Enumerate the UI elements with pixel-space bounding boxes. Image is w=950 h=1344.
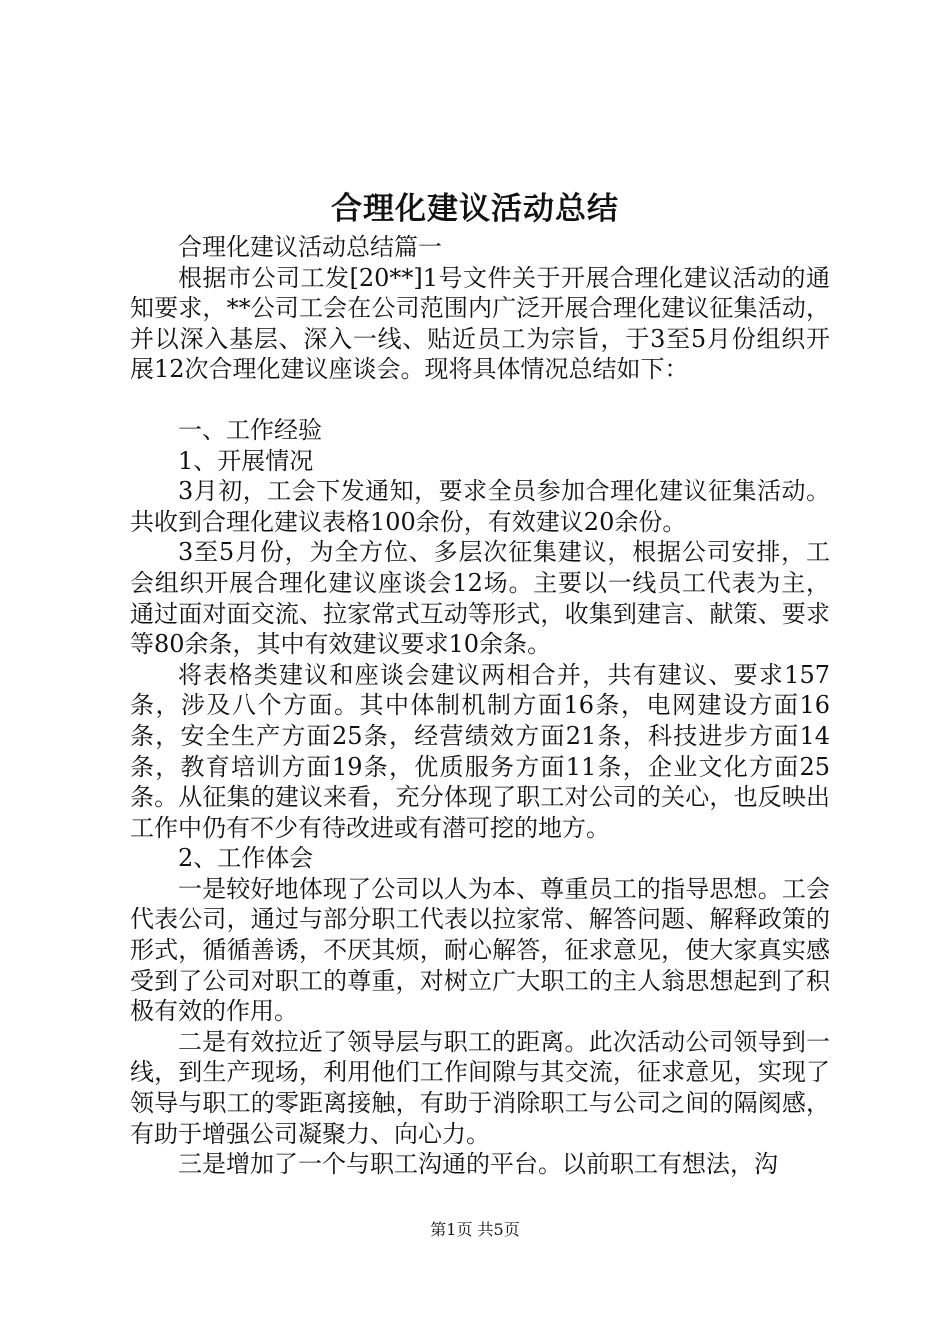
- page-number-footer: 第1页 共5页: [430, 1220, 520, 1239]
- paragraph-march: 3月初，工会下发通知，要求全员参加合理化建议征集活动。共收到合理化建议表格100余份，有效建议20余份。: [130, 477, 830, 536]
- heading-work-experience: 一、工作经验: [178, 415, 322, 444]
- paragraph-insight-one: 一是较好地体现了公司以人为本、尊重员工的指导思想。工会代表公司，通过与部分职工代表以拉家常、解答问题、解释政策的形式，循循善诱，不厌其烦，耐心解答，征求意见，使大家真实感受到了公司对职工的尊重，对树立广大职工的主人翁思想起到了积极有效的作用。: [130, 874, 830, 1026]
- document-body: [130, 232, 830, 1180]
- paragraph-insight-three: 三是增加了一个与职工沟通的平台。以前职工有想法，沟: [178, 1150, 778, 1179]
- paragraph-march-to-may: 3至5月份，为全方位、多层次征集建议，根据公司安排，工会组织开展合理化建议座谈会12场。主要以一线员工代表为主，通过面对面交流、拉家常式互动等形式，收集到建言、献策、要求等80余条，其中有效建议要求10余条。: [130, 538, 830, 659]
- section-subtitle: 合理化建议活动总结篇一: [178, 233, 442, 261]
- intro-paragraph: 根据市公司工发[20**]1号文件关于开展合理化建议活动的通知要求，**公司工会在公司范围内广泛开展合理化建议征集活动，并以深入基层、深入一线、贴近员工为宗旨，于3至5月份组织开展12次合理化建议座谈会。现将具体情况总结如下：: [130, 263, 830, 384]
- heading-implementation: 1、开展情况: [178, 446, 314, 475]
- paragraph-suggestion-summary: 将表格类建议和座谈会建议两相合并，共有建议、要求157条，涉及八个方面。其中体制机制方面16条，电网建设方面16条，安全生产方面25条，经营绩效方面21条，科技进步方面14条，教育培训方面19条，优质服务方面11条，企业文化方面25条。从征集的建议来看，充分体现了职工对公司的关心，也反映出工作中仍有不少有待改进或有潜可挖的地方。: [130, 660, 830, 842]
- heading-work-insights: 2、工作体会: [178, 844, 314, 873]
- paragraph-insight-two: 二是有效拉近了领导层与职工的距离。此次活动公司领导到一线，到生产现场，利用他们工作间隙与其交流，征求意见，实现了领导与职工的零距离接触，有助于消除职工与公司之间的隔阂感，有助于增强公司凝聚力、向心力。: [130, 1027, 830, 1148]
- document-title: 合理化建议活动总结: [331, 191, 619, 227]
